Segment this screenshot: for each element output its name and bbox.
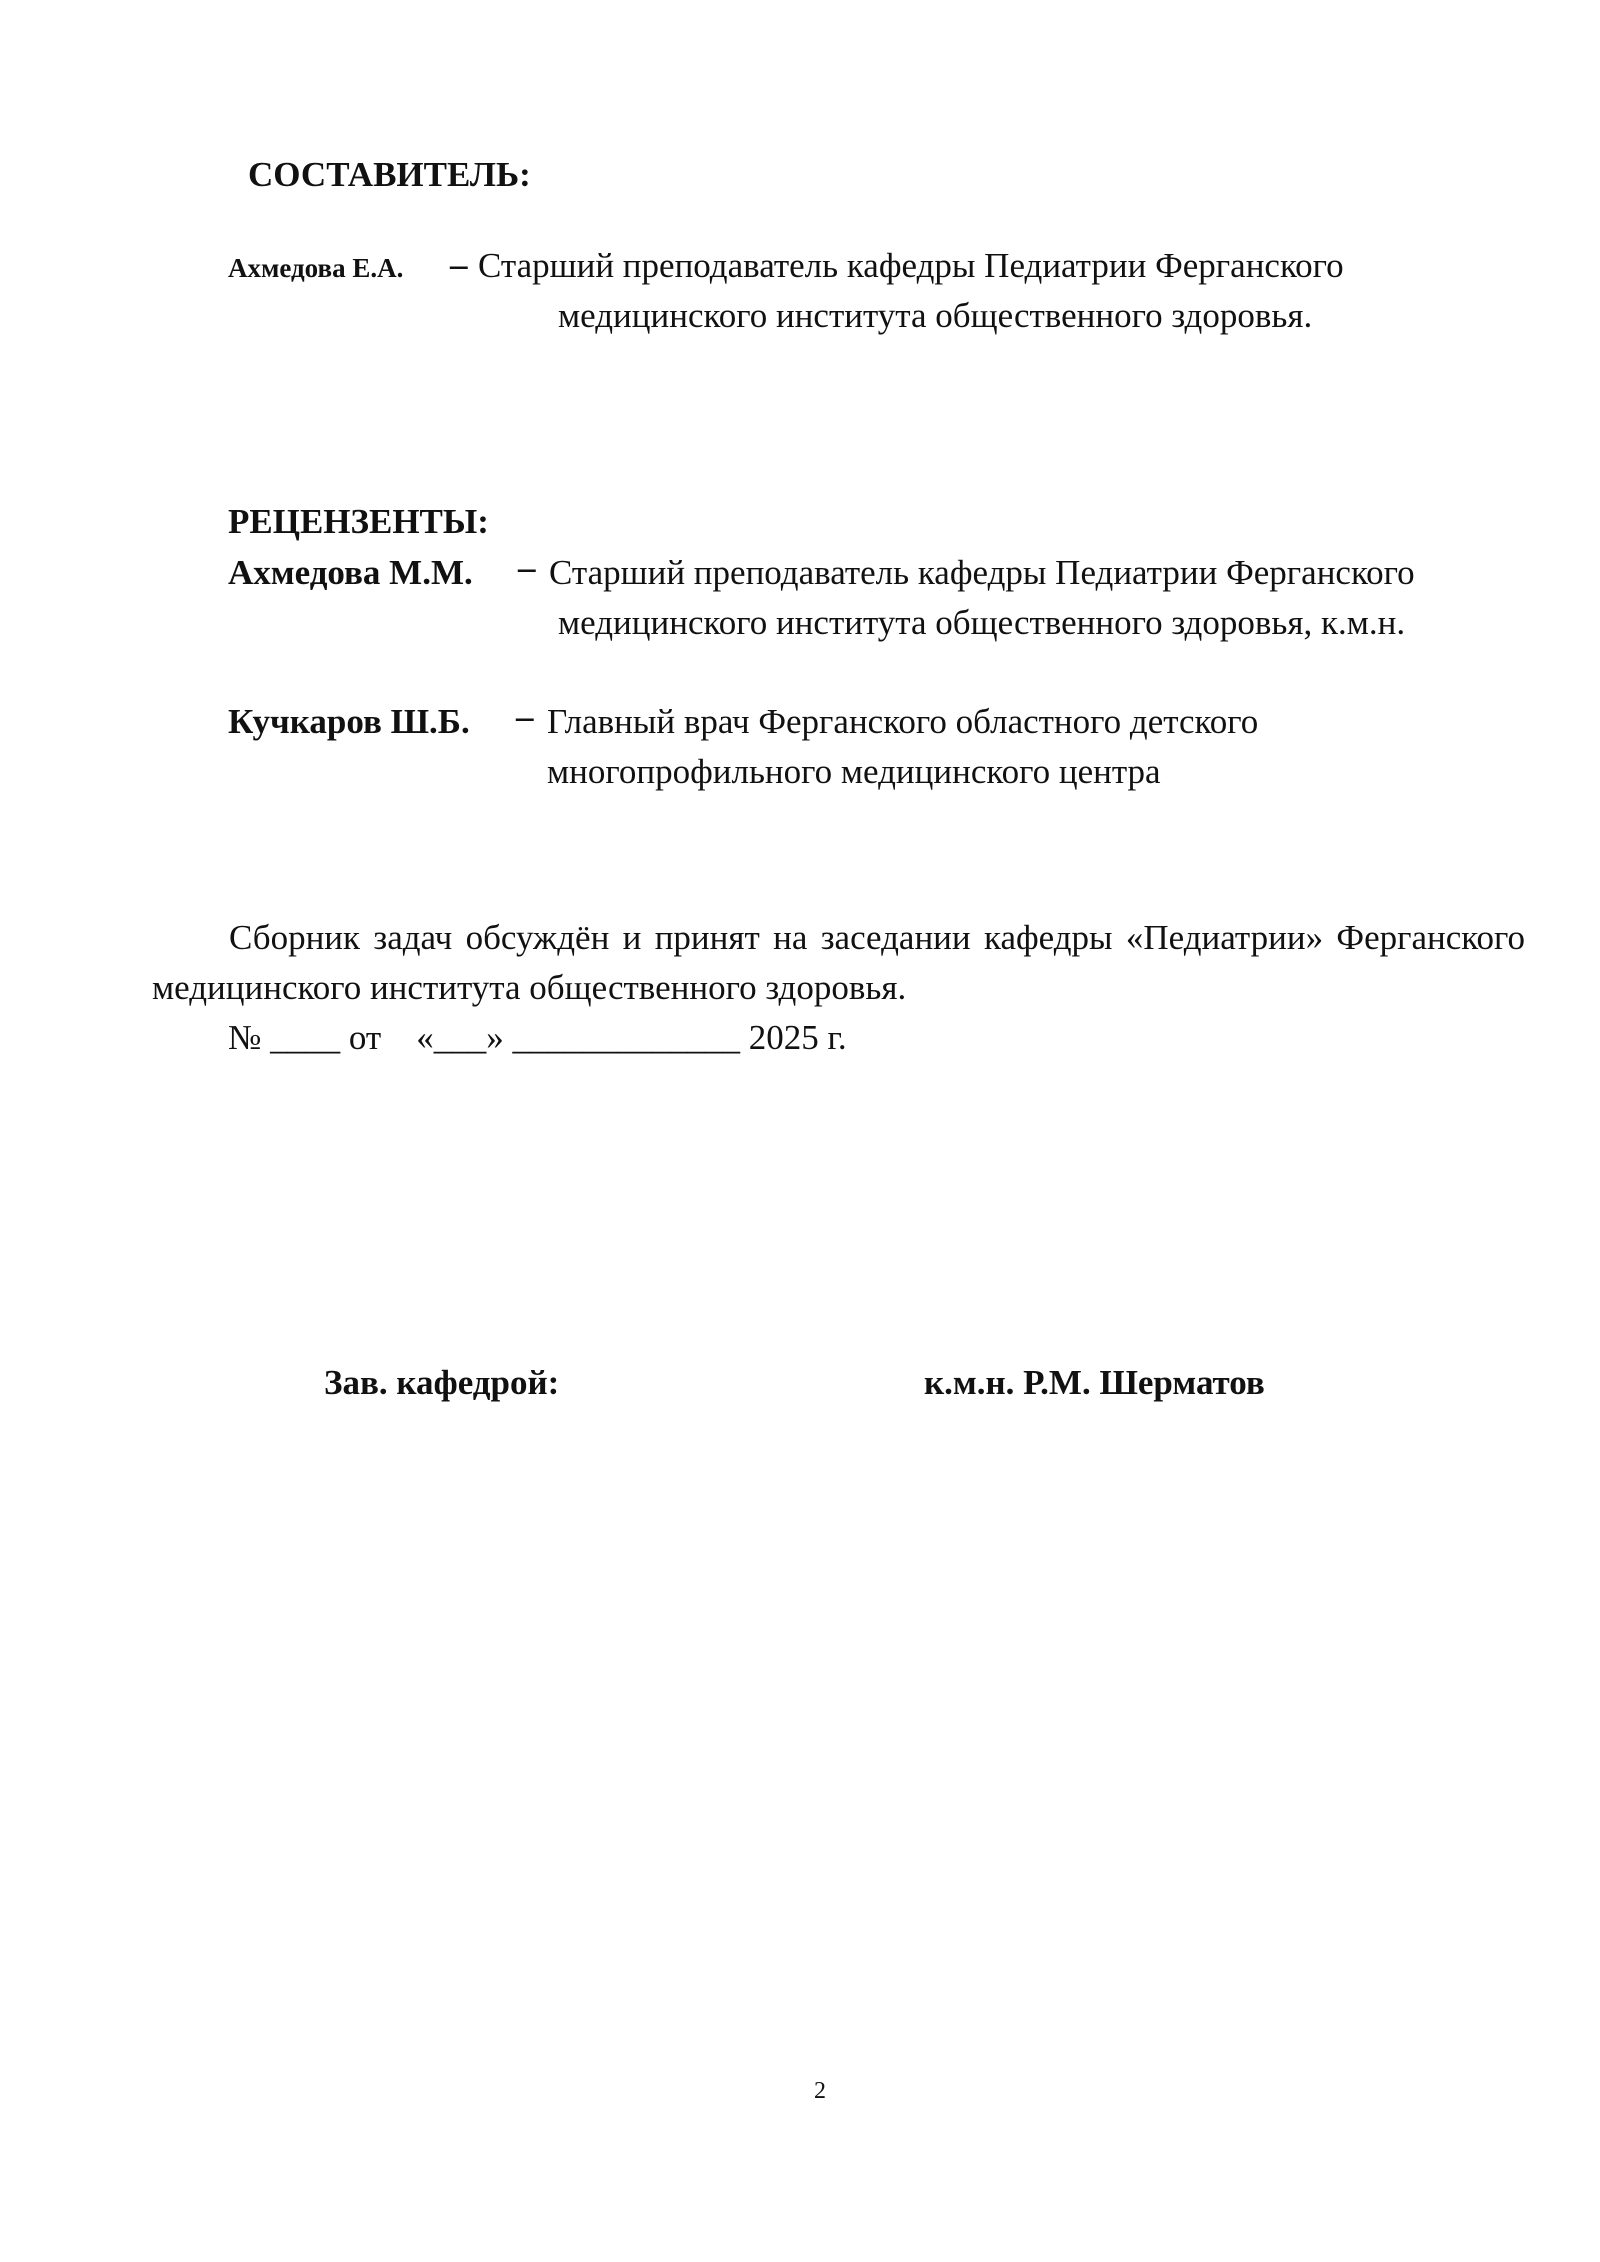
- reviewer-1-position-line2: медицинского института общественного здоровья, к.м.н.: [558, 603, 1406, 642]
- reviewer-1-name: Ахмедова М.М.: [228, 553, 473, 592]
- reviewer-1-position-line1: Старший преподаватель кафедры Педиатрии Ферганского: [549, 553, 1415, 592]
- head-of-department-name: к.м.н. Р.М. Шерматов: [924, 1363, 1265, 1402]
- reviewer-2-name: Кучкаров Ш.Б.: [228, 702, 470, 741]
- reviewer-2-position-line2: многопрофильного медицинского центра: [547, 752, 1161, 791]
- protocol-line: № ____ от «___» _____________ 2025 г.: [228, 1018, 847, 1057]
- compiler-heading: СОСТАВИТЕЛЬ:: [248, 155, 531, 194]
- page-number: 2: [814, 2078, 826, 2104]
- approval-text: Сборник задач обсуждён и принят на заседании кафедры «Педиатрии» Ферганского медицинского института общественного здоровья.: [152, 918, 1525, 1007]
- compiler-name: Ахмедова Е.А.: [228, 253, 404, 283]
- compiler-position-line2: медицинского института общественного здоровья.: [558, 296, 1313, 335]
- head-of-department-label: Зав. кафедрой:: [324, 1363, 560, 1402]
- compiler-dash: –: [450, 245, 468, 284]
- reviewer-2-dash: –: [516, 697, 534, 736]
- reviewers-heading: РЕЦЕНЗЕНТЫ:: [228, 502, 489, 541]
- compiler-position-line1: Старший преподаватель кафедры Педиатрии Ферганского: [478, 246, 1344, 285]
- reviewer-2-position-line1: Главный врач Ферганского областного детского: [547, 702, 1259, 741]
- approval-paragraph: [152, 913, 1525, 1013]
- reviewer-1-dash: –: [518, 548, 536, 587]
